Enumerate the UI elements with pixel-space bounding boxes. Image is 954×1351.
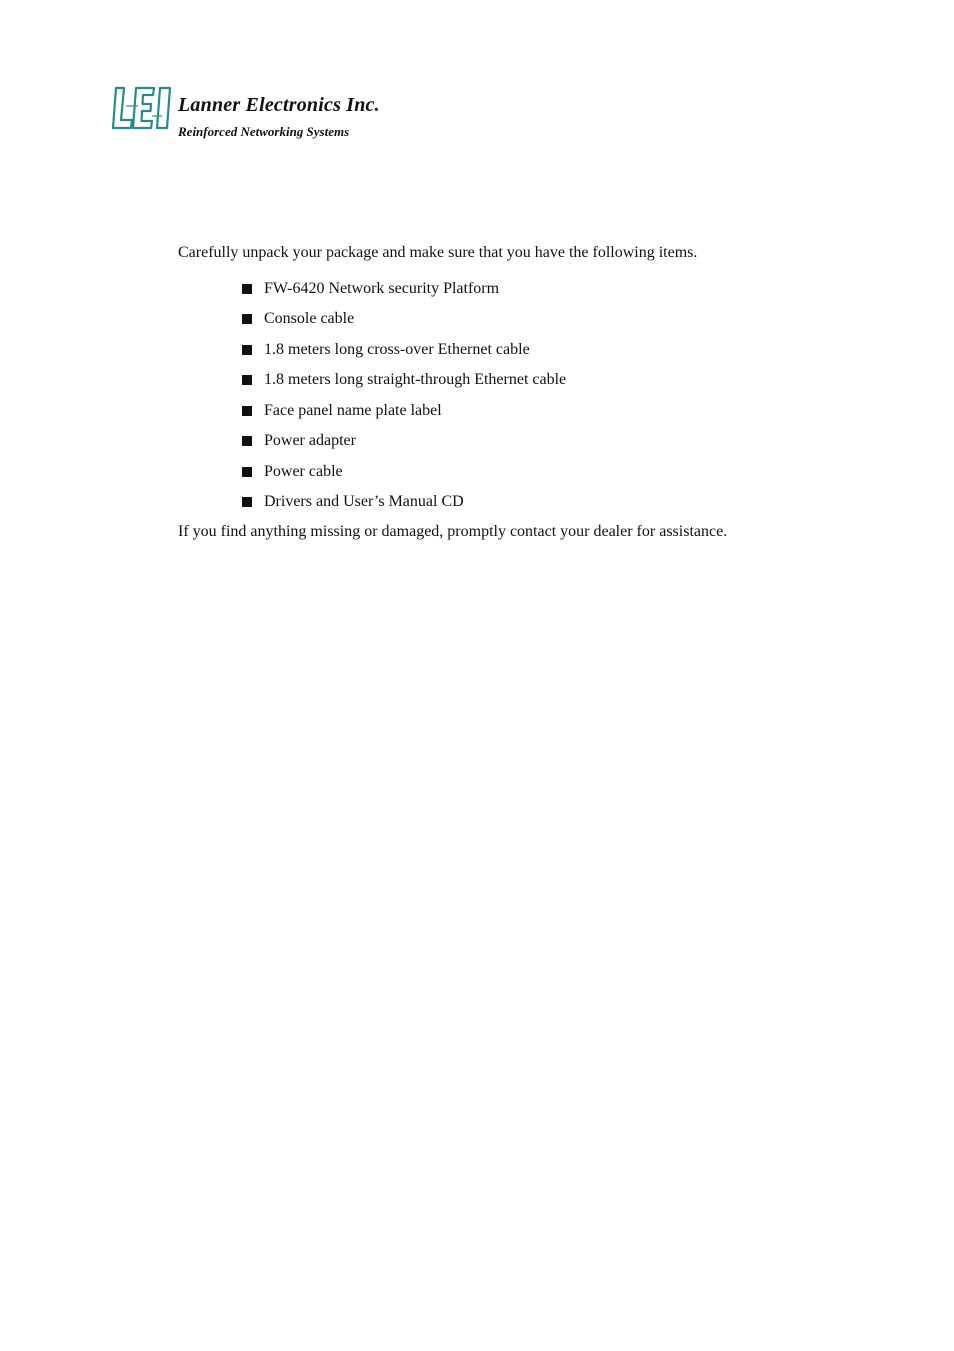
package-items-list — [178, 274, 878, 518]
square-bullet-icon — [242, 345, 252, 355]
list-item — [242, 457, 878, 488]
intro-paragraph: Carefully unpack your package and make sure that you have the following items. — [178, 244, 698, 261]
list-item — [242, 365, 878, 396]
company-tagline: Reinforced Networking Systems — [178, 124, 350, 139]
page-header — [112, 86, 432, 146]
list-item-text: FW-6420 Network security Platform — [264, 279, 500, 297]
square-bullet-icon — [242, 284, 252, 294]
list-item — [242, 487, 878, 518]
list-item — [242, 274, 878, 305]
square-bullet-icon — [242, 406, 252, 416]
list-item-text: Drivers and User’s Manual CD — [264, 493, 464, 511]
outro-paragraph: If you find anything missing or damaged, promptly contact your dealer for assistance. — [178, 522, 728, 540]
list-item-text: Power adapter — [264, 432, 356, 450]
list-item-text: Console cable — [264, 310, 355, 328]
square-bullet-icon — [242, 375, 252, 385]
list-item — [242, 335, 878, 366]
company-logo — [112, 86, 174, 130]
list-item-text: Face panel name plate label — [264, 401, 442, 419]
square-bullet-icon — [242, 314, 252, 324]
square-bullet-icon — [242, 436, 252, 446]
list-item — [242, 426, 878, 457]
list-item-text: 1.8 meters long cross-over Ethernet cable — [264, 340, 530, 358]
list-item — [242, 304, 878, 335]
list-item — [242, 396, 878, 427]
square-bullet-icon — [242, 467, 252, 477]
list-item-text: Power cable — [264, 462, 343, 480]
company-name: Lanner Electronics Inc. — [178, 94, 380, 116]
square-bullet-icon — [242, 497, 252, 507]
package-contents-section — [178, 243, 878, 542]
list-item-text: 1.8 meters long straight-through Ethernet cable — [264, 371, 567, 389]
